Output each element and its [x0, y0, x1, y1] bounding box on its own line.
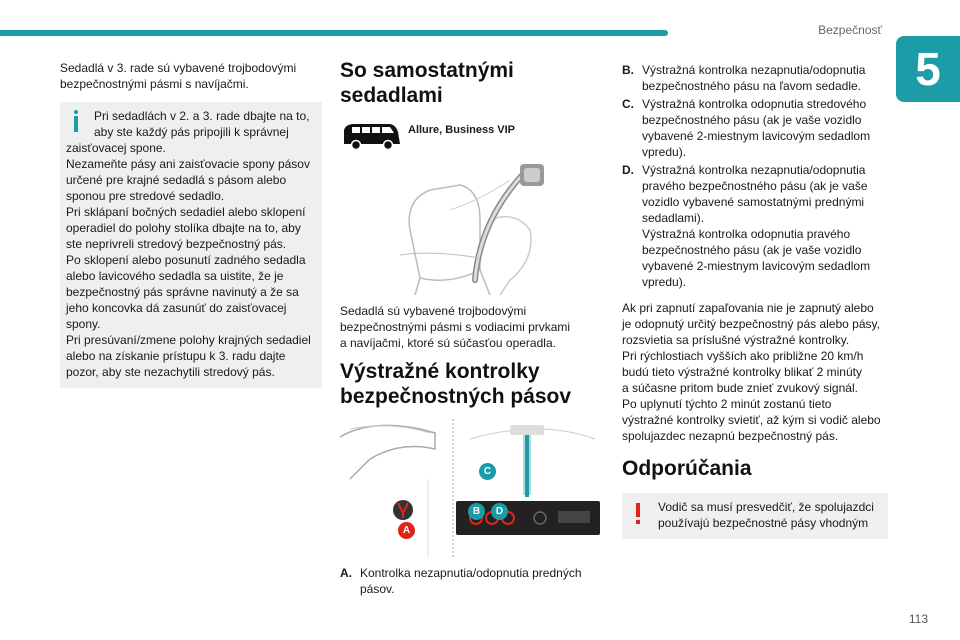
lamp-list: [622, 62, 888, 290]
warning-behaviour-paragraph: Ak pri zapnutí zapaľovania nie je zapnutý alebo je odopnutý určitý bezpečnostný pás alebo pásy, rozsvietia sa príslušné výstražné kontrolky. Pri rýchlostiach vyšších ako približne 20 km/h budú tieto výstražné kontrolky blikať 2 minúty a súčasne pritom bude znieť zvukový signál. Po uplynutí týchto 2 minút zostanú tieto výstražné kontrolky svietiť, až kým si vodič alebo spolujazdec nezapnú bezpečnostný pás.: [622, 301, 881, 443]
list-text: Kontrolka nezapnutia/odopnutia predných pásov.: [360, 566, 582, 596]
seat-belt-description: Sedadlá sú vybavené trojbodovými bezpečnostnými pásmi s vodiacimi prvkami a navíjačmi, ktoré sú súčasťou operadla.: [340, 304, 571, 350]
chapter-tab: 5: [896, 36, 960, 102]
list-text: Výstražná kontrolka nezapnutia/odopnutia bezpečnostného pásu na ľavom sedadle.: [642, 63, 866, 93]
list-item: [622, 96, 888, 160]
list-text: Výstražná kontrolka nezapnutia/odopnutia pravého bezpečnostného pásu (ak je vaše vozidlo vybavené samostatnými prednými sedadlami). Výstražná kontrolka odopnutia pravého bezpečnostného pásu (ak je vaše vozidlo vybavené 2-miestnym lavicovým sedadlom vpredu).: [642, 163, 871, 289]
heading-recommendations: Odporúčania: [622, 457, 752, 480]
list-letter: D.: [622, 163, 634, 177]
warning-icon: [628, 499, 652, 525]
list-letter: A.: [340, 566, 352, 580]
seat-belt-illustration: [340, 160, 605, 295]
heading-separate-seats: So samostatnými sedadlami: [340, 59, 514, 107]
callout-a: A: [398, 522, 415, 539]
header-accent-bar: [0, 30, 668, 36]
column-middle: [340, 58, 605, 599]
heading-warning-lamps: Výstražné kontrolky bezpečnostných pásov: [340, 360, 572, 408]
callout-d: D: [491, 503, 508, 520]
warning-box: [622, 493, 888, 539]
callout-c: C: [479, 463, 496, 480]
info-box: [60, 102, 322, 388]
section-title: Bezpečnosť: [818, 23, 882, 37]
van-icon: [340, 118, 402, 152]
list-letter: C.: [622, 97, 634, 111]
warning-lamps-illustration: [340, 419, 605, 557]
column-left: [60, 60, 322, 388]
lamp-list-a: [340, 565, 605, 597]
list-item: [340, 565, 605, 597]
list-item: [622, 62, 888, 94]
list-item: [622, 162, 888, 290]
vehicle-version-row: [340, 118, 605, 152]
column-right: [622, 62, 888, 539]
warning-text: Vodič sa musí presvedčiť, že spolujazdci používajú bezpečnostné pásy vhodným: [658, 500, 874, 530]
callout-b: B: [468, 503, 485, 520]
info-text: Pri sedadlách v 2. a 3. rade dbajte na to, aby ste každý pás pripojili k správnej zaisťovacej spone. Nezameňte pásy ani zaisťovacie spony pásov určené pre krajné sedadlá s pásom alebo sponou pre stredové sedadlo. Pri sklápaní bočných sedadiel alebo sklopení operadiel do polohy stolíka dbajte na to, aby ste neprivreli stredový bezpečnostný pás. Po sklopení alebo posunutí zadného sedadla alebo lavicového sedadla sa uistite, že je bezpečnostný pás správne navinutý a že sa jeho koncovka dá zasunúť do zaisťovacej spony. Pri presúvaní/zmene polohy krajných sedadiel alebo na získanie prístupu k 3. radu dajte pozor, aby ste nezachytili stredový pás.: [66, 109, 311, 379]
vehicle-versions: Allure, Business VIP: [408, 124, 515, 136]
page-number: 113: [908, 612, 928, 626]
intro-paragraph: Sedadlá v 3. rade sú vybavené trojbodovými bezpečnostnými pásmi s navíjačmi.: [60, 61, 297, 91]
list-letter: B.: [622, 63, 634, 77]
info-icon: [66, 108, 90, 134]
list-text: Výstražná kontrolka odopnutia stredového bezpečnostného pásu (ak je vaše vozidlo vybavené 2-miestnym lavicovým sedadlom vpredu).: [642, 97, 871, 159]
